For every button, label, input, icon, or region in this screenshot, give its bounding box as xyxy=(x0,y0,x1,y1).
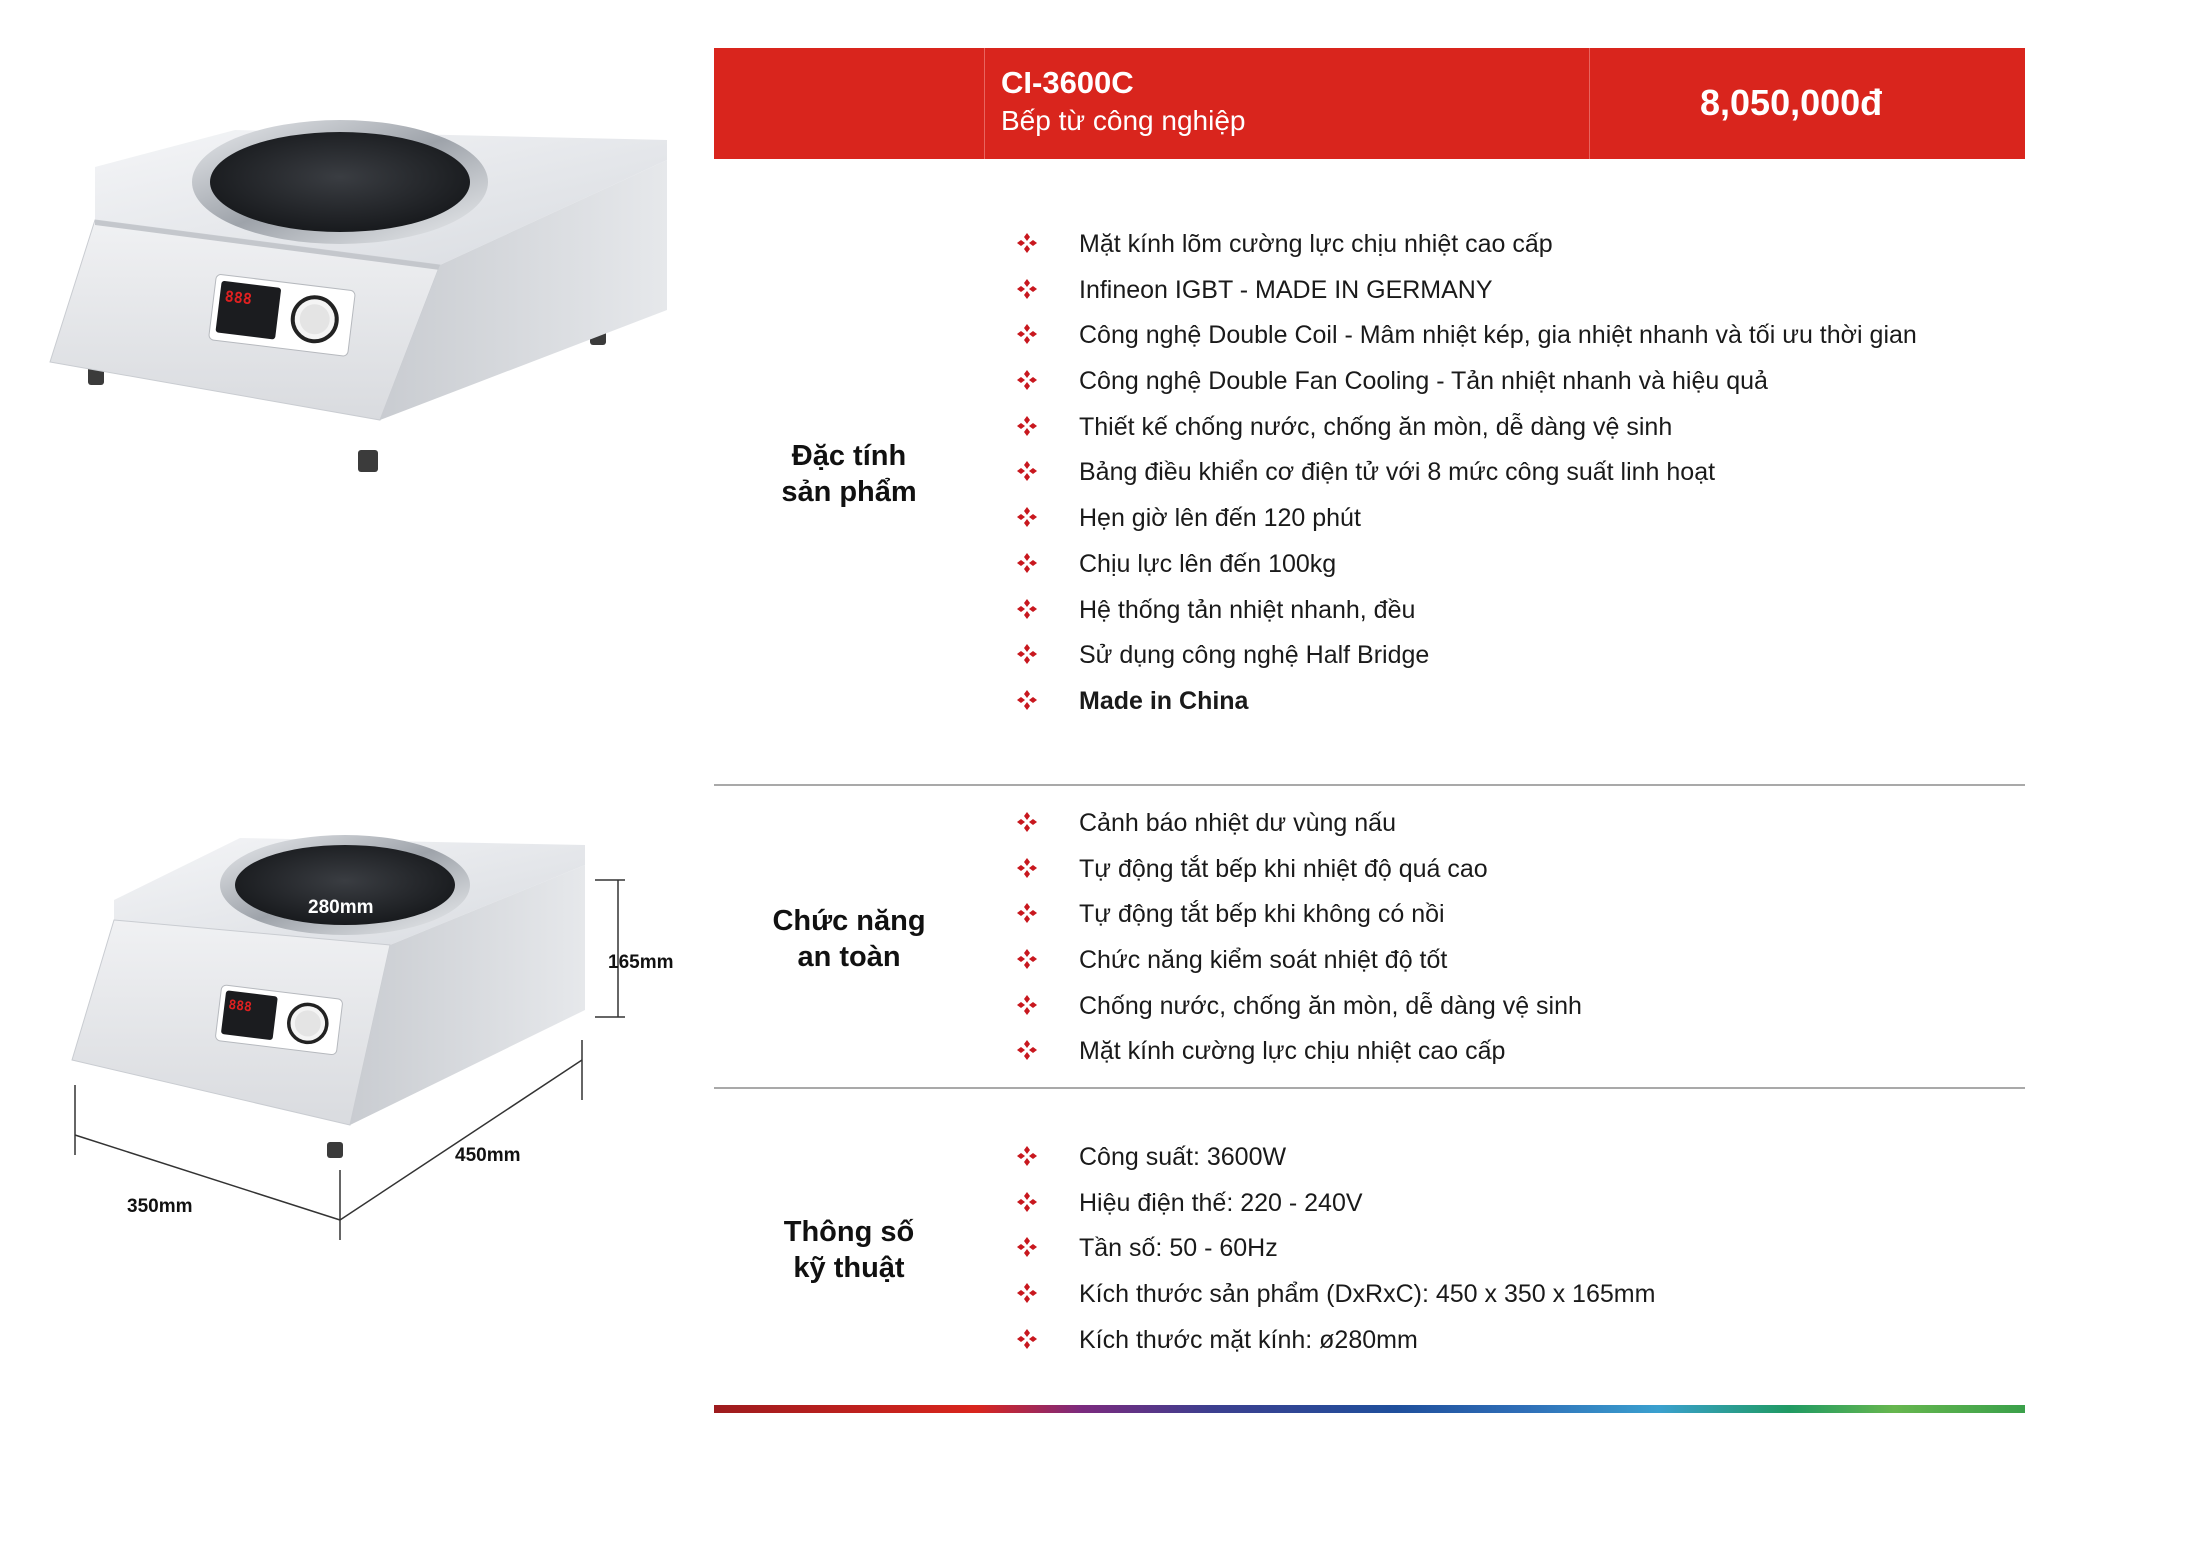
header-divider xyxy=(1589,48,1590,159)
footer-color-bar xyxy=(714,1405,2025,1413)
list-item xyxy=(1016,945,1582,991)
list-item xyxy=(1016,549,1917,595)
diamond-bullet-icon xyxy=(1016,994,1038,1016)
diamond-bullet-icon xyxy=(1016,902,1038,924)
list-item xyxy=(1016,412,1917,458)
list-item-text: Chức năng kiểm soát nhiệt độ tốt xyxy=(1079,946,1448,975)
diamond-bullet-icon xyxy=(1016,460,1038,482)
list-item xyxy=(1016,1036,1582,1082)
diamond-bullet-icon xyxy=(1016,278,1038,300)
list-item-text: Infineon IGBT - MADE IN GERMANY xyxy=(1079,275,1493,304)
list-item xyxy=(1016,366,1917,412)
diamond-bullet-icon xyxy=(1016,323,1038,345)
dimension-width: 350mm xyxy=(127,1196,193,1217)
diamond-bullet-icon xyxy=(1016,369,1038,391)
diamond-bullet-icon xyxy=(1016,948,1038,970)
diamond-bullet-icon xyxy=(1016,1282,1038,1304)
list-item-text: Chịu lực lên đến 100kg xyxy=(1079,549,1337,578)
list-item-text: Chống nước, chống ăn mòn, dễ dàng vệ sinh xyxy=(1079,991,1582,1020)
list-item-text: Công nghệ Double Fan Cooling - Tản nhiệt nhanh và hiệu quả xyxy=(1079,367,1768,396)
list-item-text: Kích thước sản phẩm (DxRxC): 450 x 350 x 165mm xyxy=(1079,1280,1656,1309)
list-item-text: Hệ thống tản nhiệt nhanh, đều xyxy=(1079,595,1416,624)
list-item xyxy=(1016,808,1582,854)
product-dimension-drawing xyxy=(50,820,690,1260)
dimension-diameter: 280mm xyxy=(308,897,374,918)
product-category: Bếp từ công nghiệp xyxy=(1001,105,1246,136)
list-item-text: Mặt kính cường lực chịu nhiệt cao cấp xyxy=(1079,1037,1506,1066)
header-bar xyxy=(714,48,2025,159)
list-item xyxy=(1016,854,1582,900)
list-item xyxy=(1016,686,1917,732)
list-item-text: Tự động tắt bếp khi nhiệt độ quá cao xyxy=(1079,854,1488,883)
list-item xyxy=(1016,1142,1655,1188)
list-item xyxy=(1016,1279,1655,1325)
diamond-bullet-icon xyxy=(1016,415,1038,437)
diamond-bullet-icon xyxy=(1016,232,1038,254)
svg-text:888: 888 xyxy=(227,997,253,1016)
list-item xyxy=(1016,503,1917,549)
list-item-text: Tự động tắt bếp khi không có nồi xyxy=(1079,900,1445,929)
diamond-bullet-icon xyxy=(1016,689,1038,711)
list-item-text: Mặt kính lõm cường lực chịu nhiệt cao cấp xyxy=(1079,230,1553,258)
list-item-text: Kích thước mặt kính: ø280mm xyxy=(1079,1325,1418,1354)
diamond-bullet-icon xyxy=(1016,552,1038,574)
list-item xyxy=(1016,1325,1655,1371)
list-item xyxy=(1016,640,1917,686)
diamond-bullet-icon xyxy=(1016,506,1038,528)
list-item xyxy=(1016,457,1917,503)
model-name: CI-3600C xyxy=(1001,65,1134,100)
dimension-depth: 450mm xyxy=(455,1145,521,1166)
diamond-bullet-icon xyxy=(1016,811,1038,833)
diamond-bullet-icon xyxy=(1016,1145,1038,1167)
list-item-text: Cảnh báo nhiệt dư vùng nấu xyxy=(1079,809,1396,837)
diamond-bullet-icon xyxy=(1016,598,1038,620)
list-item-text: Tần số: 50 - 60Hz xyxy=(1079,1234,1278,1263)
diamond-bullet-icon xyxy=(1016,857,1038,879)
diamond-bullet-icon xyxy=(1016,1328,1038,1350)
features-list xyxy=(1016,229,1917,732)
list-item-text: Sử dụng công nghệ Half Bridge xyxy=(1079,641,1430,670)
list-item xyxy=(1016,275,1917,321)
list-item-text: Bảng điều khiển cơ điện tử với 8 mức công suất linh hoạt xyxy=(1079,458,1716,487)
product-image-main xyxy=(40,110,680,490)
diamond-bullet-icon xyxy=(1016,643,1038,665)
svg-text:888: 888 xyxy=(223,287,253,309)
list-item xyxy=(1016,991,1582,1037)
list-item xyxy=(1016,320,1917,366)
list-item xyxy=(1016,899,1582,945)
list-item-text: Hiệu điện thế: 220 - 240V xyxy=(1079,1188,1363,1217)
section-divider xyxy=(714,784,2025,786)
specs-list xyxy=(1016,1142,1655,1370)
dimension-height: 165mm xyxy=(608,952,674,973)
section-divider xyxy=(714,1087,2025,1089)
diamond-bullet-icon xyxy=(1016,1039,1038,1061)
list-item xyxy=(1016,1188,1655,1234)
section-title-specs: Thông số kỹ thuật xyxy=(783,1216,915,1284)
list-item xyxy=(1016,595,1917,641)
list-item-text: Made in China xyxy=(1079,686,1249,715)
list-item xyxy=(1016,229,1917,275)
list-item-text: Công suất: 3600W xyxy=(1079,1143,1287,1171)
list-item-text: Hẹn giờ lên đến 120 phút xyxy=(1079,504,1361,533)
safety-list xyxy=(1016,808,1582,1082)
list-item xyxy=(1016,1233,1655,1279)
diamond-bullet-icon xyxy=(1016,1236,1038,1258)
header-divider xyxy=(984,48,985,159)
diamond-bullet-icon xyxy=(1016,1191,1038,1213)
section-title-safety: Chức năng an toàn xyxy=(772,905,926,973)
price: 8,050,000đ xyxy=(1700,82,1883,123)
list-item-text: Thiết kế chống nước, chống ăn mòn, dễ dàng vệ sinh xyxy=(1079,412,1673,441)
section-title-features: Đặc tính sản phẩm xyxy=(781,440,917,508)
list-item-text: Công nghệ Double Coil - Mâm nhiệt kép, gia nhiệt nhanh và tối ưu thời gian xyxy=(1079,321,1917,350)
